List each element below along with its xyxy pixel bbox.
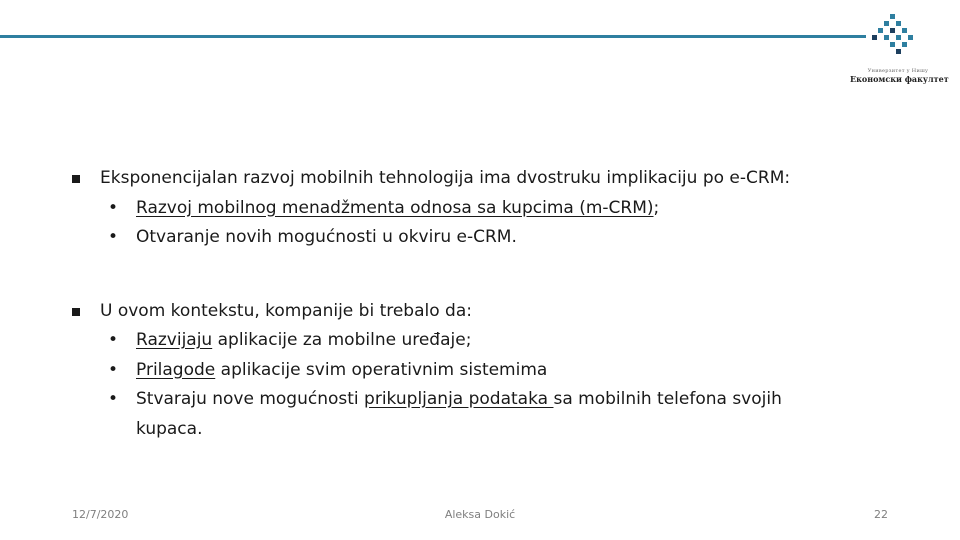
bullet-1-sub-1-rest: ;	[653, 197, 660, 218]
bullet-2-sub-2-underlined: Prilagode	[136, 359, 216, 380]
logo-subtitle: Универзитет у Нишу	[867, 68, 929, 74]
bullet-2-sub-1	[72, 326, 912, 356]
footer-page-number: 22	[874, 508, 888, 521]
bullet-2-sub-3	[72, 385, 912, 415]
square-bullet-icon	[72, 308, 80, 316]
bullet-1	[72, 164, 912, 194]
bullet-2-text: U ovom kontekstu, kompanije bi trebalo da:	[100, 300, 472, 321]
dot-bullet-icon: •	[108, 389, 119, 409]
bullet-2-sub-2	[72, 356, 912, 386]
bullet-2-sub-1-underlined: Razvijaju	[136, 330, 213, 350]
bullet-1-sub-1-underlined: Razvoj mobilnog menadžmenta odnosa sa kupcima (m-CRM)	[136, 197, 654, 218]
faculty-logo	[850, 14, 949, 84]
bullet-2-sub-3-underlined: prikupljanja podataka	[364, 389, 554, 409]
dot-bullet-icon: •	[108, 330, 119, 350]
slide-content	[72, 164, 912, 444]
logo-title: Економски факултет	[850, 74, 949, 84]
bullet-1-sub-1	[72, 194, 912, 224]
bullet-2-sub-1-rest: aplikacije za mobilne uređaje;	[212, 330, 472, 350]
bullet-2-sub-3-post: sa mobilnih telefona svojih	[553, 389, 782, 409]
bullet-2-sub-3-continuation: kupaca.	[136, 418, 203, 439]
bullet-1-text: Eksponencijalan razvoj mobilnih tehnologija ima dvostruku implikaciju po e-CRM:	[100, 168, 791, 188]
bullet-2-sub-3-pre: Stvaraju nove mogućnosti	[136, 389, 365, 409]
dot-bullet-icon: •	[108, 197, 119, 218]
dot-bullet-icon: •	[108, 227, 119, 247]
bullet-1-sub-2	[72, 223, 912, 253]
bullet-2	[72, 297, 912, 327]
bullet-1-sub-2-text: Otvaranje novih mogućnosti u okviru e-CRM.	[136, 227, 517, 247]
bullet-2-sub-2-rest: aplikacije svim operativnim sistemima	[215, 359, 548, 380]
footer-author: Aleksa Dokić	[444, 508, 516, 521]
header-rule	[0, 35, 866, 38]
footer-date: 12/7/2020	[72, 508, 129, 521]
faculty-dots-logo-icon	[872, 14, 916, 54]
dot-bullet-icon: •	[108, 359, 119, 380]
square-bullet-icon	[72, 175, 80, 183]
